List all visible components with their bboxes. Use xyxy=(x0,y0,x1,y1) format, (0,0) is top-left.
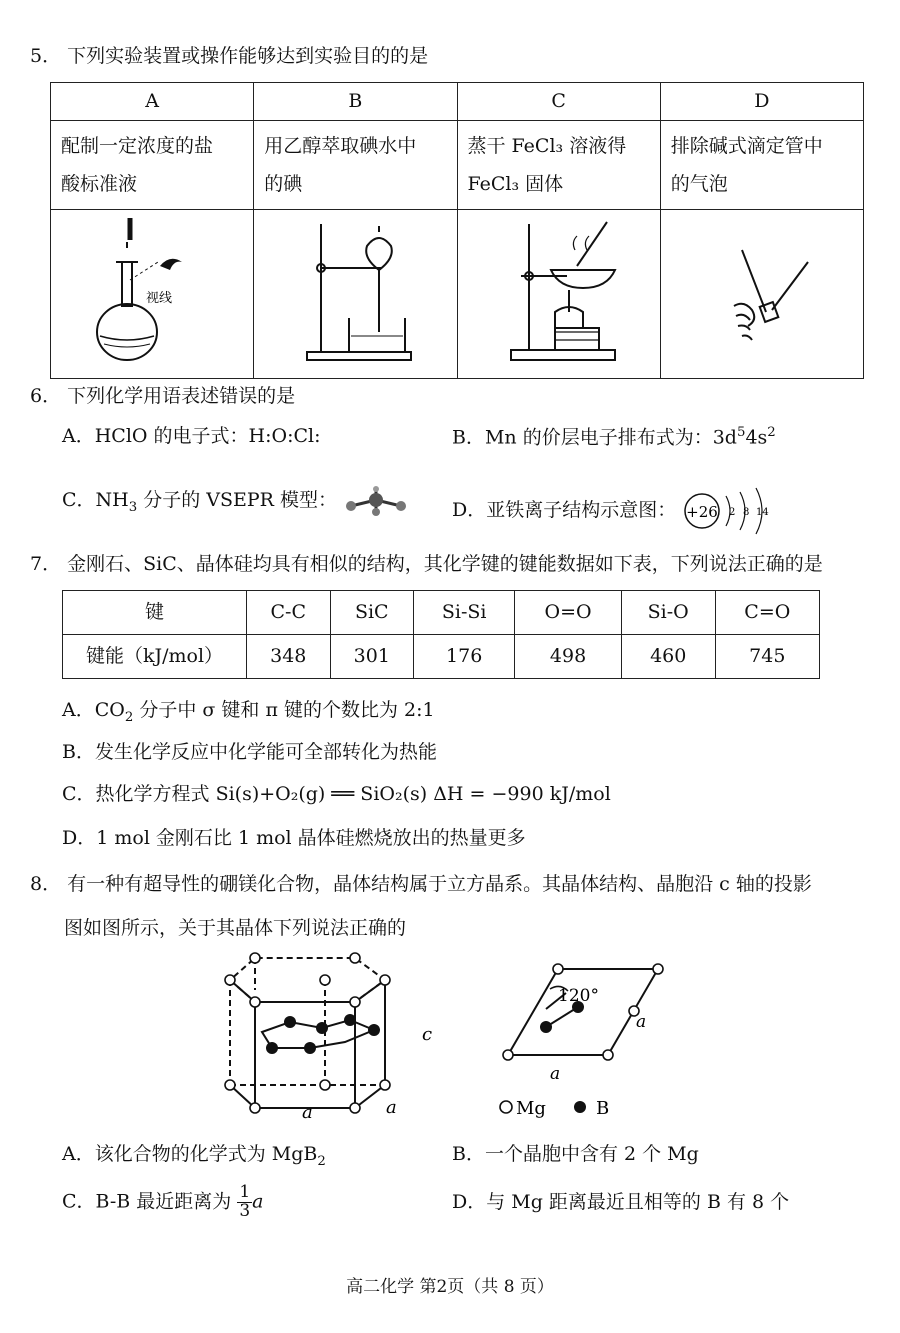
bond-header-1: C-C xyxy=(247,591,331,635)
q7-text: 金刚石、SiC、晶体硅均具有相似的结构，其化学键的键能数据如下表，下列说法正确的是 xyxy=(67,553,823,575)
vsepr-model-icon xyxy=(343,486,409,516)
experiment-table-descriptions xyxy=(51,121,864,210)
q5-stem xyxy=(30,44,428,70)
svg-text:c: c xyxy=(422,1024,433,1045)
q6-text: 下列化学用语表述错误的是 xyxy=(67,385,296,407)
q8-option-a[interactable]: A．该化合物的化学式为 MgB$_2$ xyxy=(62,1143,326,1169)
svg-text:a: a xyxy=(302,1102,313,1120)
page-footer: 高二化学 第2页（共 8 页） xyxy=(346,1277,554,1297)
bond-cell-5: 460 xyxy=(621,635,715,679)
col-a-desc: 配制一定浓度的盐 酸标准液 xyxy=(51,121,254,210)
bond-cell-0: 键能（kJ/mol） xyxy=(63,635,247,679)
svg-text:a: a xyxy=(636,1012,647,1032)
bond-cell-6: 745 xyxy=(715,635,819,679)
evaporating-dish-icon xyxy=(459,210,659,370)
q7-option-c[interactable]: C．热化学方程式 Si(s)+O₂(g) ══ SiO₂(s) ΔH = −990 kJ/mol xyxy=(62,783,611,805)
sightline-label: 视线 xyxy=(146,291,173,306)
svg-text:Mg: Mg xyxy=(516,1098,546,1119)
svg-text:B: B xyxy=(596,1098,610,1119)
col-a-label: A xyxy=(51,83,254,121)
q6-number: 6． xyxy=(30,385,62,407)
q6-option-d[interactable]: D．亚铁离子结构示意图： +26 2 8 14 xyxy=(452,486,778,536)
bond-header-3: Si-Si xyxy=(414,591,515,635)
q7-option-d[interactable]: D．1 mol 金刚石比 1 mol 晶体硅燃烧放出的热量更多 xyxy=(62,827,526,849)
volumetric-flask-icon xyxy=(52,210,252,370)
q7-option-a[interactable]: A．$CO_2$ 分子中 σ 键和 π 键的个数比为 2:1 xyxy=(62,699,435,725)
fraction: $\frac{1}{3}$ xyxy=(239,1182,251,1221)
col-b-label: B xyxy=(254,83,457,121)
svg-text:a: a xyxy=(386,1097,397,1118)
projection-figure xyxy=(488,955,688,1125)
bond-header-2: SiC xyxy=(330,591,414,635)
bond-cell-1: 348 xyxy=(247,635,331,679)
experiment-table-pictures xyxy=(51,210,864,379)
col-b-desc: 用乙醇萃取碘水中 的碘 xyxy=(254,121,457,210)
bond-header-4: O=O xyxy=(515,591,622,635)
hclo-electron-formula: H:O:Cl: xyxy=(248,425,321,447)
q6-stem xyxy=(30,384,295,410)
col-d-desc: 排除碱式滴定管中 的气泡 xyxy=(660,121,863,210)
burette-hand-icon xyxy=(662,210,862,370)
q7-number: 7． xyxy=(30,553,62,575)
bond-header-0: 键 xyxy=(63,591,247,635)
svg-text:14: 14 xyxy=(756,507,770,518)
col-c-picture xyxy=(457,210,660,379)
bond-cell-2: 301 xyxy=(330,635,414,679)
svg-text:2: 2 xyxy=(729,507,736,518)
bond-cell-3: 176 xyxy=(414,635,515,679)
bond-header-5: Si-O xyxy=(621,591,715,635)
q8-number: 8． xyxy=(30,873,62,895)
q8-option-c[interactable]: C．B-B 最近距离为 $\frac{1}{3}$ a xyxy=(62,1182,264,1221)
q5-text: 下列实验装置或操作能够达到实验目的的是 xyxy=(67,45,429,67)
col-a-picture xyxy=(51,210,254,379)
svg-text:a: a xyxy=(550,1064,561,1084)
bond-table-header xyxy=(63,591,820,635)
crystal-structure-figure xyxy=(210,950,450,1120)
experiment-table xyxy=(50,82,864,379)
bond-cell-4: 498 xyxy=(515,635,622,679)
q7-stem xyxy=(30,552,823,578)
bond-header-6: C=O xyxy=(715,591,819,635)
ion-structure-diagram xyxy=(682,486,778,536)
q8-stem-line1: 8． 有一种有超导性的硼镁化合物，晶体结构属于立方晶系。其晶体结构、晶胞沿 c 轴的投影 xyxy=(30,873,812,895)
bond-table-row xyxy=(63,635,820,679)
q5-number: 5． xyxy=(30,45,62,67)
col-b-picture xyxy=(254,210,457,379)
separatory-funnel-icon xyxy=(255,210,455,370)
q8-stem-line2: 图如图所示，关于其晶体下列说法正确的 xyxy=(64,917,407,939)
q8-option-d[interactable]: D．与 Mg 距离最近且相等的 B 有 8 个 xyxy=(452,1191,790,1213)
q6-option-a[interactable]: A．HClO 的电子式：H:O:Cl: xyxy=(62,425,321,447)
q8-option-b[interactable]: B．一个晶胞中含有 2 个 Mg xyxy=(452,1143,699,1165)
q6-option-c[interactable]: C．$NH_3$ 分子的 VSEPR 模型： xyxy=(62,486,409,517)
svg-text:120°: 120° xyxy=(558,986,599,1006)
col-c-label: C xyxy=(457,83,660,121)
svg-text:+26: +26 xyxy=(686,503,719,521)
svg-text:8: 8 xyxy=(743,507,750,518)
bond-energy-table xyxy=(62,590,820,679)
q7-option-b[interactable]: B．发生化学反应中化学能可全部转化为热能 xyxy=(62,741,437,763)
experiment-table-header xyxy=(51,83,864,121)
col-d-picture xyxy=(660,210,863,379)
col-c-desc: 蒸干 FeCl₃ 溶液得 FeCl₃ 固体 xyxy=(457,121,660,210)
col-d-label: D xyxy=(660,83,863,121)
q6-option-b[interactable]: B．Mn 的价层电子排布式为：$3d^54s^2$ xyxy=(452,425,776,449)
